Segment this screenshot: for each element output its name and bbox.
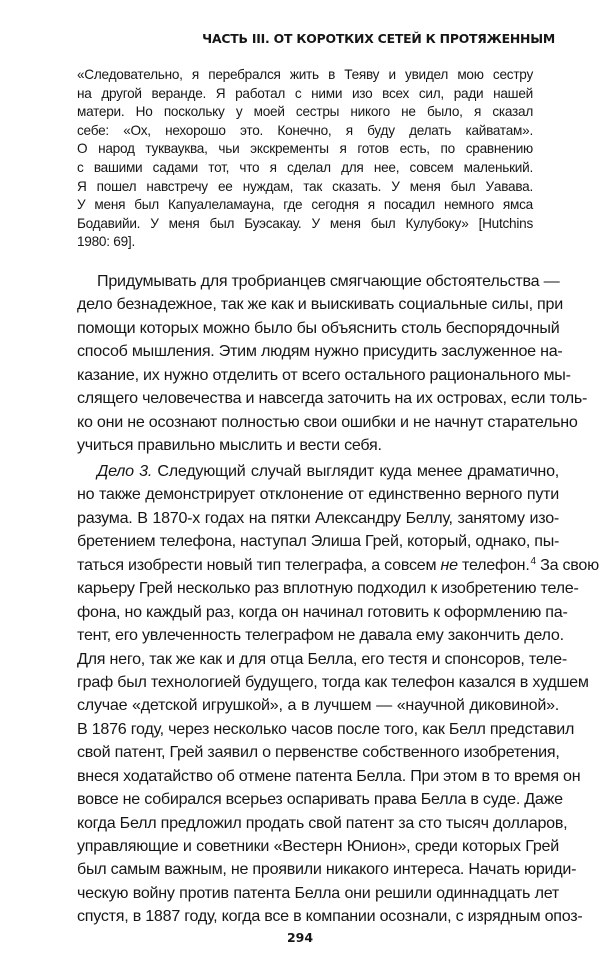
quote-line: матери. Но поскольку у моей сестры никого не было, я сказал: [77, 104, 533, 120]
quote-line: О народ туквауква, чьи экскременты я готов есть, по сравнению: [77, 141, 533, 157]
paragraph-line: В 1876 году, через несколько часов после того, как Белл представил: [77, 719, 575, 738]
paragraph-line: разума. В 1870-х годах на пятки Александру Беллу, занятому изо-: [77, 508, 559, 527]
paragraph-line: свой патент, Грей заявил о первенстве собственного изобретения,: [77, 743, 560, 762]
paragraph-line: [77, 460, 559, 483]
quote-line: с вашими садами тот, что я сделал для нее, совсем маленький.: [77, 159, 533, 175]
paragraph-line: но также демонстрирует отклонение от единственно верного пути: [77, 485, 559, 504]
paragraph-line-text: Следующий случай выглядит куда менее драматично,: [157, 462, 559, 480]
paragraph-line: дело безнадежное, так же как и выискивать социальные силы, при: [77, 295, 563, 314]
block-quote: [77, 66, 533, 252]
paragraph-line: бретением телефона, наступал Элиша Грей, который, однако, пы-: [77, 532, 560, 551]
footnote-marker: 4: [530, 555, 536, 567]
paragraph-line: ко они не осознают полностью свои ошибки и не начнут старательно: [77, 412, 578, 431]
paragraph-line: был самым важным, не проявили никакого интереса. Начать юриди-: [77, 860, 577, 879]
paragraph-line: карьеру Грей несколько раз вплотную подходил к изобретению теле-: [77, 579, 579, 598]
emphasis: не: [440, 555, 458, 574]
quote-line: «Следовательно, я перебрался жить в Теяву и увидел мою сестру: [77, 67, 533, 82]
quote-line: У меня был Капуалеламауна, где сегодня я посадил немного ямса: [77, 197, 533, 213]
paragraph-line: фона, но каждый раз, когда он начинал готовить к оформлению па-: [77, 602, 568, 621]
case-label: Дело 3.: [97, 462, 153, 480]
paragraph-line-text: За свою: [540, 555, 599, 574]
paragraph-line: ческую войну против патента Белла они решили одиннадцать лет: [77, 883, 559, 902]
paragraph-line: внеся ходатайство об отмене патента Белла. При этом в то время он: [77, 766, 581, 785]
paragraph-line: когда Белл предложил продать свой патент за сто тысяч долларов,: [77, 813, 568, 832]
paragraph-line: казание, их нужно отделить от всего остального рационального мы-: [77, 365, 571, 384]
paragraph-line: учиться правильно мыслить и вести себя.: [77, 436, 382, 455]
paragraph-case-3: [77, 460, 599, 929]
quote-line: себе: «Ох, нехорошо это. Конечно, я буду делать кайватам».: [77, 122, 533, 138]
quote-line: на другой веранде. Я работал с ними изо всех сил, ради нашей: [77, 85, 533, 101]
paragraph-line: [77, 554, 599, 577]
quote-line: Бодавийи. У меня был Буэсакау. У меня был Кулубоку» [Hutchins: [77, 215, 533, 231]
paragraph-line: помощи которых можно было бы объяснить столь беспорядочный: [77, 318, 560, 337]
paragraph-line-text: таться изобрести новый тип телеграфа, а совсем: [77, 555, 437, 574]
paragraph-line-text: телефон.: [462, 555, 530, 574]
paragraph-line: вовсе не собирался всерьез оспаривать права Белла в суде. Даже: [77, 790, 563, 809]
paragraph-trobriand: [77, 270, 588, 458]
paragraph-line: Придумывать для тробрианцев смягчающие обстоятельства —: [97, 272, 560, 290]
paragraph-line: управляющие и советники «Вестерн Юнион», среди которых Грей: [77, 837, 559, 855]
paragraph-line: случае «детской игрушкой», а в лучшем — «научной диковиной».: [77, 696, 559, 715]
quote-line: 1980: 69].: [77, 234, 135, 250]
paragraph-line: спустя, в 1887 году, когда все в компании осознали, с изрядным опоз-: [77, 907, 583, 926]
page-number: 294: [286, 930, 314, 945]
paragraph-line: тент, его увлеченность телеграфом не давала ему закончить дело.: [77, 626, 564, 645]
paragraph-line: граф был технологией будущего, тогда как телефон казался в худшем: [77, 672, 589, 691]
running-header: ЧАСТЬ III. ОТ КОРОТКИХ СЕТЕЙ К ПРОТЯЖЕННЫМ: [202, 31, 555, 46]
paragraph-line: способ мышления. Этим людям нужно присудить заслуженное на-: [77, 342, 563, 361]
paragraph-line: слящего человечества и навсегда заточить на их островах, если толь-: [77, 389, 588, 408]
quote-line: Я пошел навстречу ее нуждам, так сказать. У меня был Уавава.: [77, 178, 533, 194]
paragraph-line: Для него, так же как и для отца Белла, его тестя и спонсоров, теле-: [77, 649, 567, 668]
